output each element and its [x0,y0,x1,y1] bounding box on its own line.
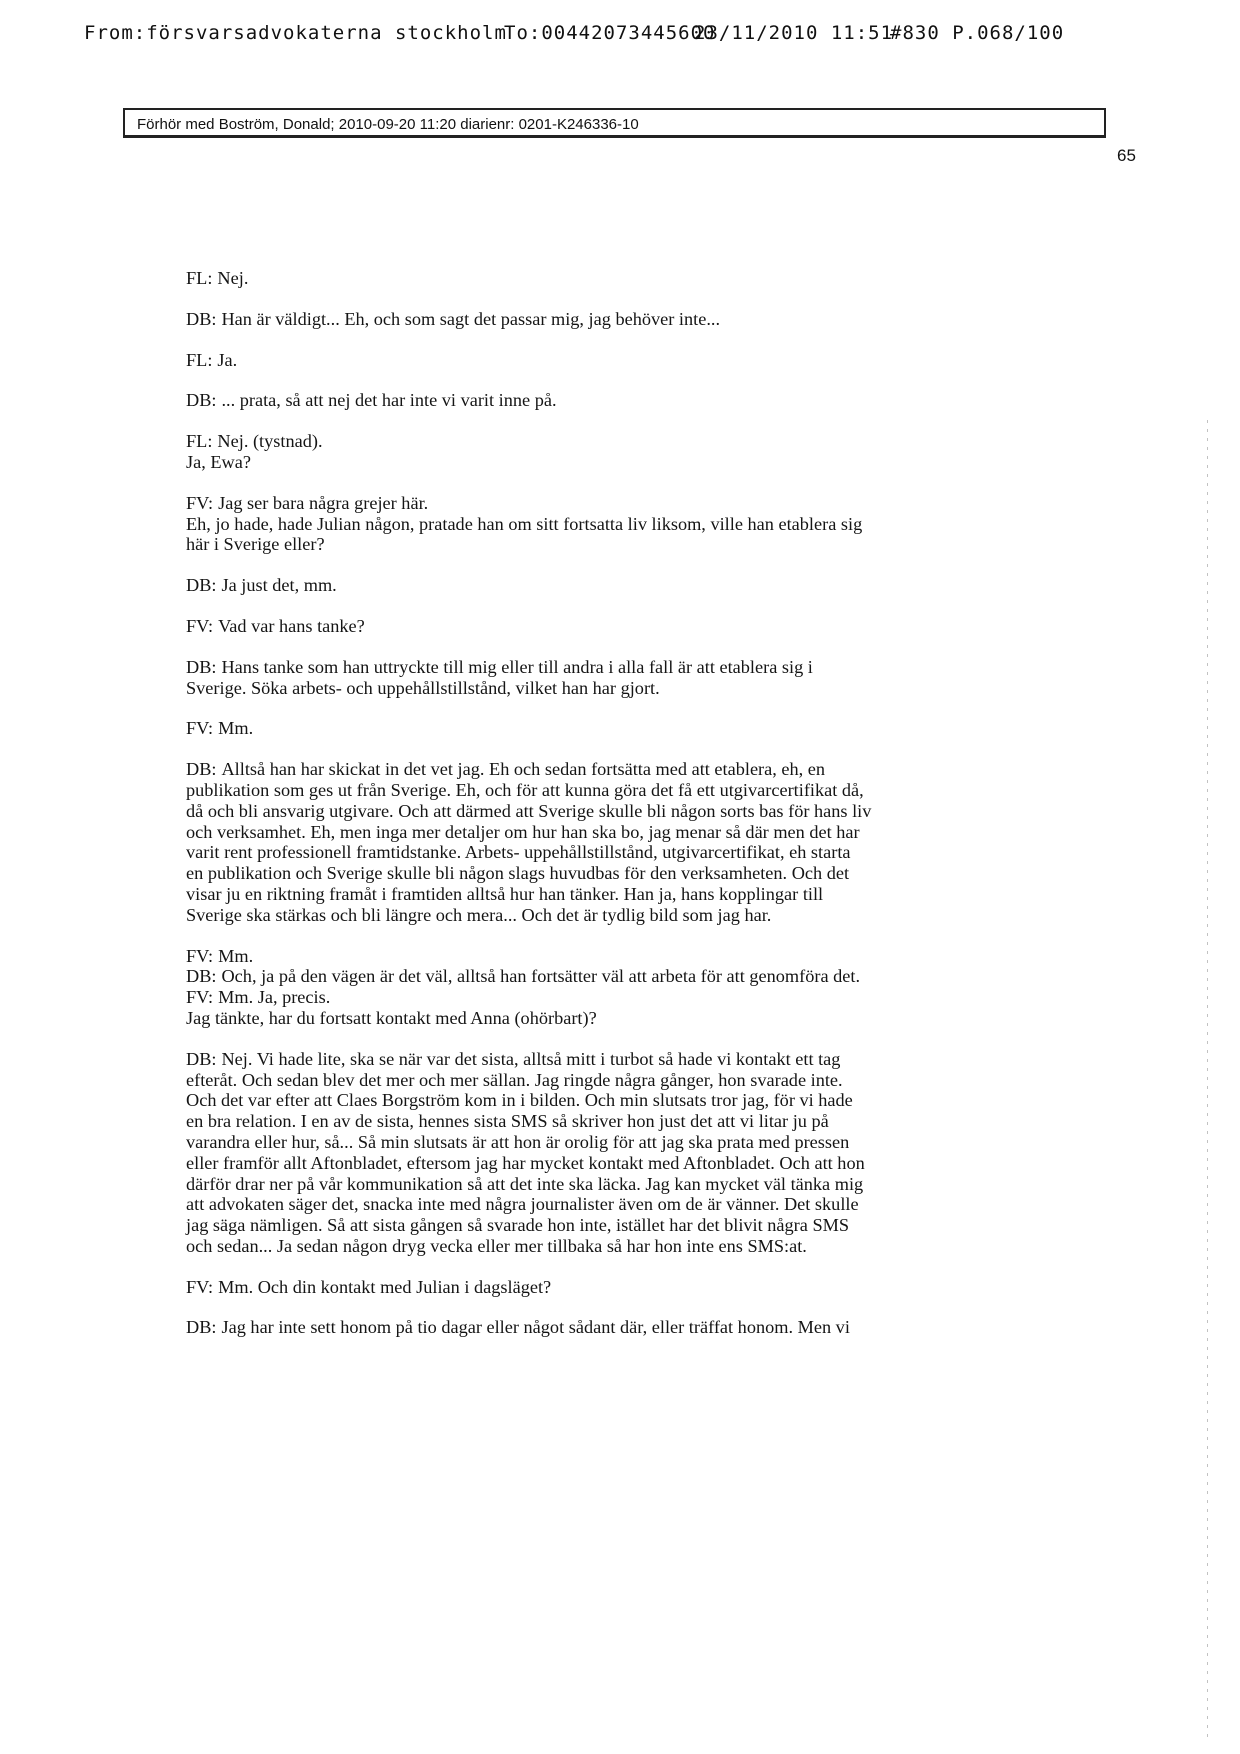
transcript-text: Nej. Vi hade lite, ska se när var det sista, alltså mitt i turbot så hade vi kontakt ett tag [221,1048,841,1069]
transcript-text: Och det var efter att Claes Borgström kom in i bilden. Och min slutsats tror jag, för vi hade [186,1090,853,1111]
transcript-line [186,801,1066,822]
fax-datetime: 23/11/2010 11:51 [694,22,894,44]
transcript-entry [186,309,1066,330]
transcript-entry [186,575,1066,596]
transcript-line [186,1132,1066,1153]
transcript-text: varandra eller hur, så... Så min slutsats är att hon är orolig för att jag ska prata med pressen [186,1131,850,1152]
transcript-text: Vad var hans tanke? [218,615,365,636]
transcript-text: och verksamhet. Eh, men inga mer detaljer om hur han ska bo, jag menar så där men det har [186,821,860,842]
transcript-entry [186,657,1066,699]
transcript-line [186,1008,1066,1029]
transcript-text: publikation som ges ut från Sverige. Eh, och för att kunna göra det få ett utgivarcertifikat då, [186,779,864,800]
transcript-text: Nej. (tystnad). [217,431,323,452]
transcript-line [186,905,1066,926]
transcript-line [186,966,1066,987]
transcript-entry [186,759,1066,925]
transcript-line [186,678,1066,699]
transcript-entry [186,1317,1066,1338]
transcript-line [186,431,1066,452]
transcript-text: Hans tanke som han uttryckte till mig eller till andra i alla fall är att etablera sig i [221,656,813,677]
transcript-line [186,1153,1066,1174]
transcript-text: Mm. Och din kontakt med Julian i dagsläget? [218,1276,552,1297]
transcript-line [186,1070,1066,1091]
transcript-text: efteråt. Och sedan blev det mer och mer sällan. Jag ringde några gånger, hon svarade inte. [186,1069,843,1090]
transcript-entry [186,987,1066,1029]
transcript-line [186,946,1066,967]
scan-edge-artifact [1207,420,1208,1740]
transcript-text: varit rent professionell framtidstanke. Arbets- uppehållstillstånd, utgivarcertifikat, eh starta [186,842,851,863]
transcript-text: Alltså han har skickat in det vet jag. Eh och sedan fortsätta med att etablera, eh, en [221,759,826,780]
transcript-line [186,884,1066,905]
transcript-entry [186,350,1066,371]
transcript-text: Ja just det, mm. [221,575,337,596]
transcript-line [186,1090,1066,1111]
transcript-entry [186,493,1066,555]
speaker-label: FV: [186,615,214,636]
transcript-text: då och bli ansvarig utgivare. Och att därmed att Sverige skulle bli någon sorts bas för hans liv [186,800,872,821]
transcript-line [186,1174,1066,1195]
transcript-text: Sverige ska stärkas och bli längre och mera... Och det är tydlig bild som jag har. [186,904,772,925]
document-header-label: Förhör med Boström, Donald; 2010-09-20 11:20 diarienr: 0201-K246336-10 [137,116,639,133]
speaker-label: DB: [186,308,217,329]
transcript-line [186,350,1066,371]
transcript-text: här i Sverige eller? [186,534,325,555]
speaker-label: DB: [186,656,217,677]
transcript-line [186,616,1066,637]
speaker-label: FV: [186,718,214,739]
transcript-line [186,987,1066,1008]
speaker-label: FV: [186,492,214,513]
transcript-line [186,268,1066,289]
transcript-line [186,1277,1066,1298]
transcript-text: Ja. [217,349,238,370]
transcript-entry [186,966,1066,987]
transcript-text: Jag tänkte, har du fortsatt kontakt med Anna (ohörbart)? [186,1007,597,1028]
transcript-line [186,1194,1066,1215]
transcript-entry [186,268,1066,289]
transcript-text: en publikation och Sverige skulle bli någon slags huvudbas för den verksamheten. Och det [186,863,850,884]
transcript-line [186,863,1066,884]
transcript-text: Han är väldigt... Eh, och som sagt det passar mig, jag behöver inte... [221,308,721,329]
transcript-text: Sverige. Söka arbets- och uppehållstillstånd, vilket han har gjort. [186,677,660,698]
transcript-line [186,390,1066,411]
transcript-text: Mm. [218,945,254,966]
transcript-entry [186,616,1066,637]
fax-from: From:försvarsadvokaterna stockholm [84,22,507,44]
speaker-label: DB: [186,1317,217,1338]
speaker-label: DB: [186,759,217,780]
transcript-entry [186,946,1066,967]
transcript-line [186,534,1066,555]
transcript-text: Eh, jo hade, hade Julian någon, pratade han om sitt fortsatta liv liksom, ville han etablera sig [186,513,863,534]
speaker-label: DB: [186,390,217,411]
transcript-text: och sedan... Ja sedan någon dryg vecka eller mer tillbaka så har hon inte ens SMS:at. [186,1235,807,1256]
fax-page-ref: #830 P.068/100 [890,22,1065,44]
transcript-text: Och, ja på den vägen är det väl, alltså han fortsätter väl att arbeta för att genomföra det. [221,966,861,987]
speaker-label: FL: [186,431,213,452]
transcript-entry [186,431,1066,473]
transcript-line [186,780,1066,801]
speaker-label: DB: [186,575,217,596]
transcript-line [186,1236,1066,1257]
fax-to: To:00442073445600 [504,22,716,44]
transcript-line [186,575,1066,596]
transcript-line [186,493,1066,514]
speaker-label: FL: [186,268,213,288]
transcript-line [186,759,1066,780]
transcript-text: Jag har inte sett honom på tio dagar eller något sådant där, eller träffat honom. Men vi [221,1317,850,1338]
transcript-entry [186,1277,1066,1298]
transcript-line [186,657,1066,678]
transcript-text: en bra relation. I en av de sista, hennes sista SMS så skriver hon just det att vi litar ju på [186,1111,829,1132]
speaker-label: DB: [186,966,217,987]
transcript-line [186,514,1066,535]
page-number: 65 [1117,146,1136,165]
speaker-label: FV: [186,945,214,966]
transcript-line [186,1317,1066,1338]
transcript-entry [186,390,1066,411]
transcript-line [186,309,1066,330]
transcript-line [186,452,1066,473]
transcript-text: därför drar ner på vår kommunikation så att det inte ska läcka. Jag kan mycket väl tänka mig [186,1173,864,1194]
transcript-entry [186,718,1066,739]
document-header-frame [123,108,1106,138]
transcript-text: jag säga nämligen. Så att sista gången så svarade hon inte, istället har det blivit några SMS [186,1215,850,1236]
speaker-label: FV: [186,987,214,1008]
fax-transmission-header [84,22,1164,52]
transcript-line [186,1111,1066,1132]
transcript-text: visar ju en riktning framåt i framtiden alltså hur han tänker. Han ja, hans kopplingar till [186,883,824,904]
speaker-label: FV: [186,1276,214,1297]
transcript-text: att advokaten säger det, snacka inte med några journalister även om de är vänner. Det skulle [186,1194,859,1215]
transcript-entry [186,1049,1066,1257]
transcript-text: Jag ser bara några grejer här. [218,492,429,513]
transcript-text: Mm. [218,718,254,739]
speaker-label: FL: [186,349,213,370]
transcript-text: Nej. [217,268,249,288]
interrogation-transcript [186,268,1066,1358]
transcript-line [186,1049,1066,1070]
transcript-text: Mm. Ja, precis. [218,987,331,1008]
transcript-line [186,842,1066,863]
transcript-text: eller framför allt Aftonbladet, eftersom jag har mycket kontakt med Aftonbladet. Och att hon [186,1152,865,1173]
transcript-text: Ja, Ewa? [186,451,251,472]
speaker-label: DB: [186,1048,217,1069]
transcript-text: ... prata, så att nej det har inte vi varit inne på. [221,390,557,411]
transcript-line [186,1215,1066,1236]
transcript-line [186,718,1066,739]
transcript-line [186,822,1066,843]
